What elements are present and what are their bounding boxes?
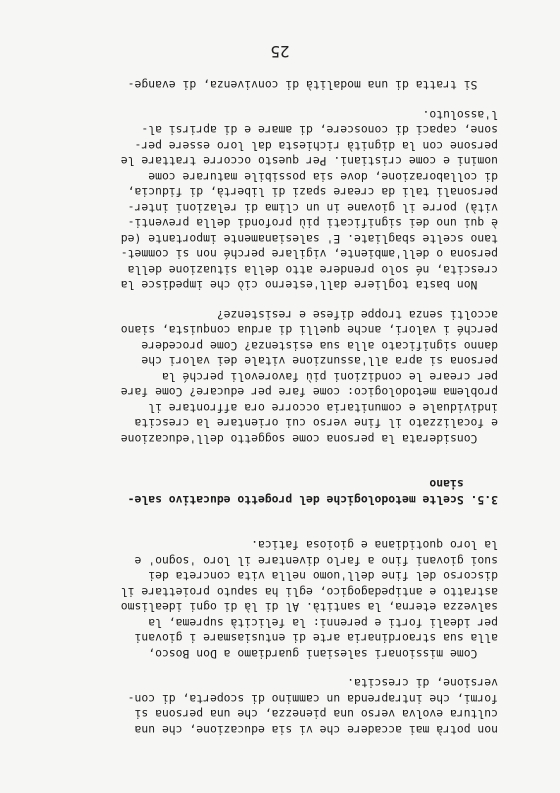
text-line: per ideali forti e perenni: la felicità suprema, la <box>148 616 498 630</box>
text-line: astratto e antipedagogico, egli ha saputo proiettare il <box>120 585 498 599</box>
section-heading <box>58 476 498 507</box>
text-line: è qui uno dei significati più profondi della preventi- <box>127 216 498 231</box>
paragraph-preventivita <box>58 107 498 293</box>
text-line: danno significato alla sua esistenza? Come procedere <box>141 339 498 353</box>
paragraph-continuation <box>58 675 498 737</box>
text-line: discorso del fine dell'uomo nella vita concreta dei <box>148 569 498 584</box>
text-line: Come missionari salesiani guardiamo a Don Bosco, <box>148 647 498 661</box>
heading-line: 3.5. Scelte metodologiche del progetto educativo sale- <box>127 493 498 507</box>
text-line: tano scelte sbagliate. E' salesianamente importante (ed <box>120 232 498 246</box>
text-line: Si tratta di una modalità di convivenza, di evange- <box>127 78 498 93</box>
text-line: l'assoluto. <box>422 108 498 122</box>
text-line: perché i valori, anche quelli di ardua conquista, siano <box>120 323 498 338</box>
text-line: formi, che intraprenda un cammino di scoperta, di con- <box>127 692 498 706</box>
paragraph-methodology <box>58 307 498 447</box>
text-line: suoi giovani fino a farlo diventare il loro 'sogno' e <box>134 554 498 568</box>
text-line: versione, di crescita. <box>347 676 498 691</box>
text-line: e focalizzato il fine verso cui orientare la crescita <box>134 416 498 431</box>
text-line: la loro quotidiana e gioiosa fatica. <box>251 538 498 553</box>
page-number: 25 <box>270 42 290 61</box>
text-line: persona si apra all'assunzione vitale dei valori che <box>141 354 498 369</box>
text-line: persone con la dignità richiesta dal loro essere per- <box>134 139 498 153</box>
text-line: cultura evolva verso una pienezza, che una persona si <box>134 707 498 722</box>
page-body <box>58 77 498 737</box>
text-line: non potrà mai accadere che vi sia educazione, che una <box>134 723 498 737</box>
text-line: uomini e come cristiani. Per questo occorre trattare le <box>120 154 498 169</box>
text-line: Non basta togliere dall'esterno ciò che impedisce la <box>120 278 498 293</box>
paragraph-don-bosco <box>58 537 498 661</box>
text-line: Considerata la persona come soggetto dell'educazione <box>120 432 498 446</box>
text-line: per creare le condizioni più favorevoli perché la <box>161 370 498 384</box>
text-line: accolti senza troppe difese e resistenze? <box>216 308 498 322</box>
text-line: di collaborazione, dove sia possibile maturare come <box>148 170 498 184</box>
heading-line: siano <box>429 477 498 492</box>
paragraph-convivenza <box>58 77 498 93</box>
text-line: sone, capaci di conoscere, di amare e di aprirsi al- <box>141 123 498 138</box>
text-line: persona o dell'ambiente, vigilare perché non si commet- <box>120 247 498 262</box>
text-line: problema metodologico: come fare per educare? Come fare <box>120 385 498 400</box>
text-line: individuale e comunitaria occorre ora affrontare il <box>148 401 498 415</box>
text-line: vità) porre il giovane in un clima di relazioni inter- <box>127 201 498 215</box>
text-line: personali tali da creare spazi di libertà, di fiducia, <box>127 185 498 200</box>
text-line: crescita, né solo prendere atto della situazione della <box>127 263 498 277</box>
text-line: salvezza eterna, la santità. Al di là di ogni idealismo <box>120 600 498 615</box>
text-line: alla sua straordinaria arte di entusiasmare i giovani <box>134 631 498 646</box>
